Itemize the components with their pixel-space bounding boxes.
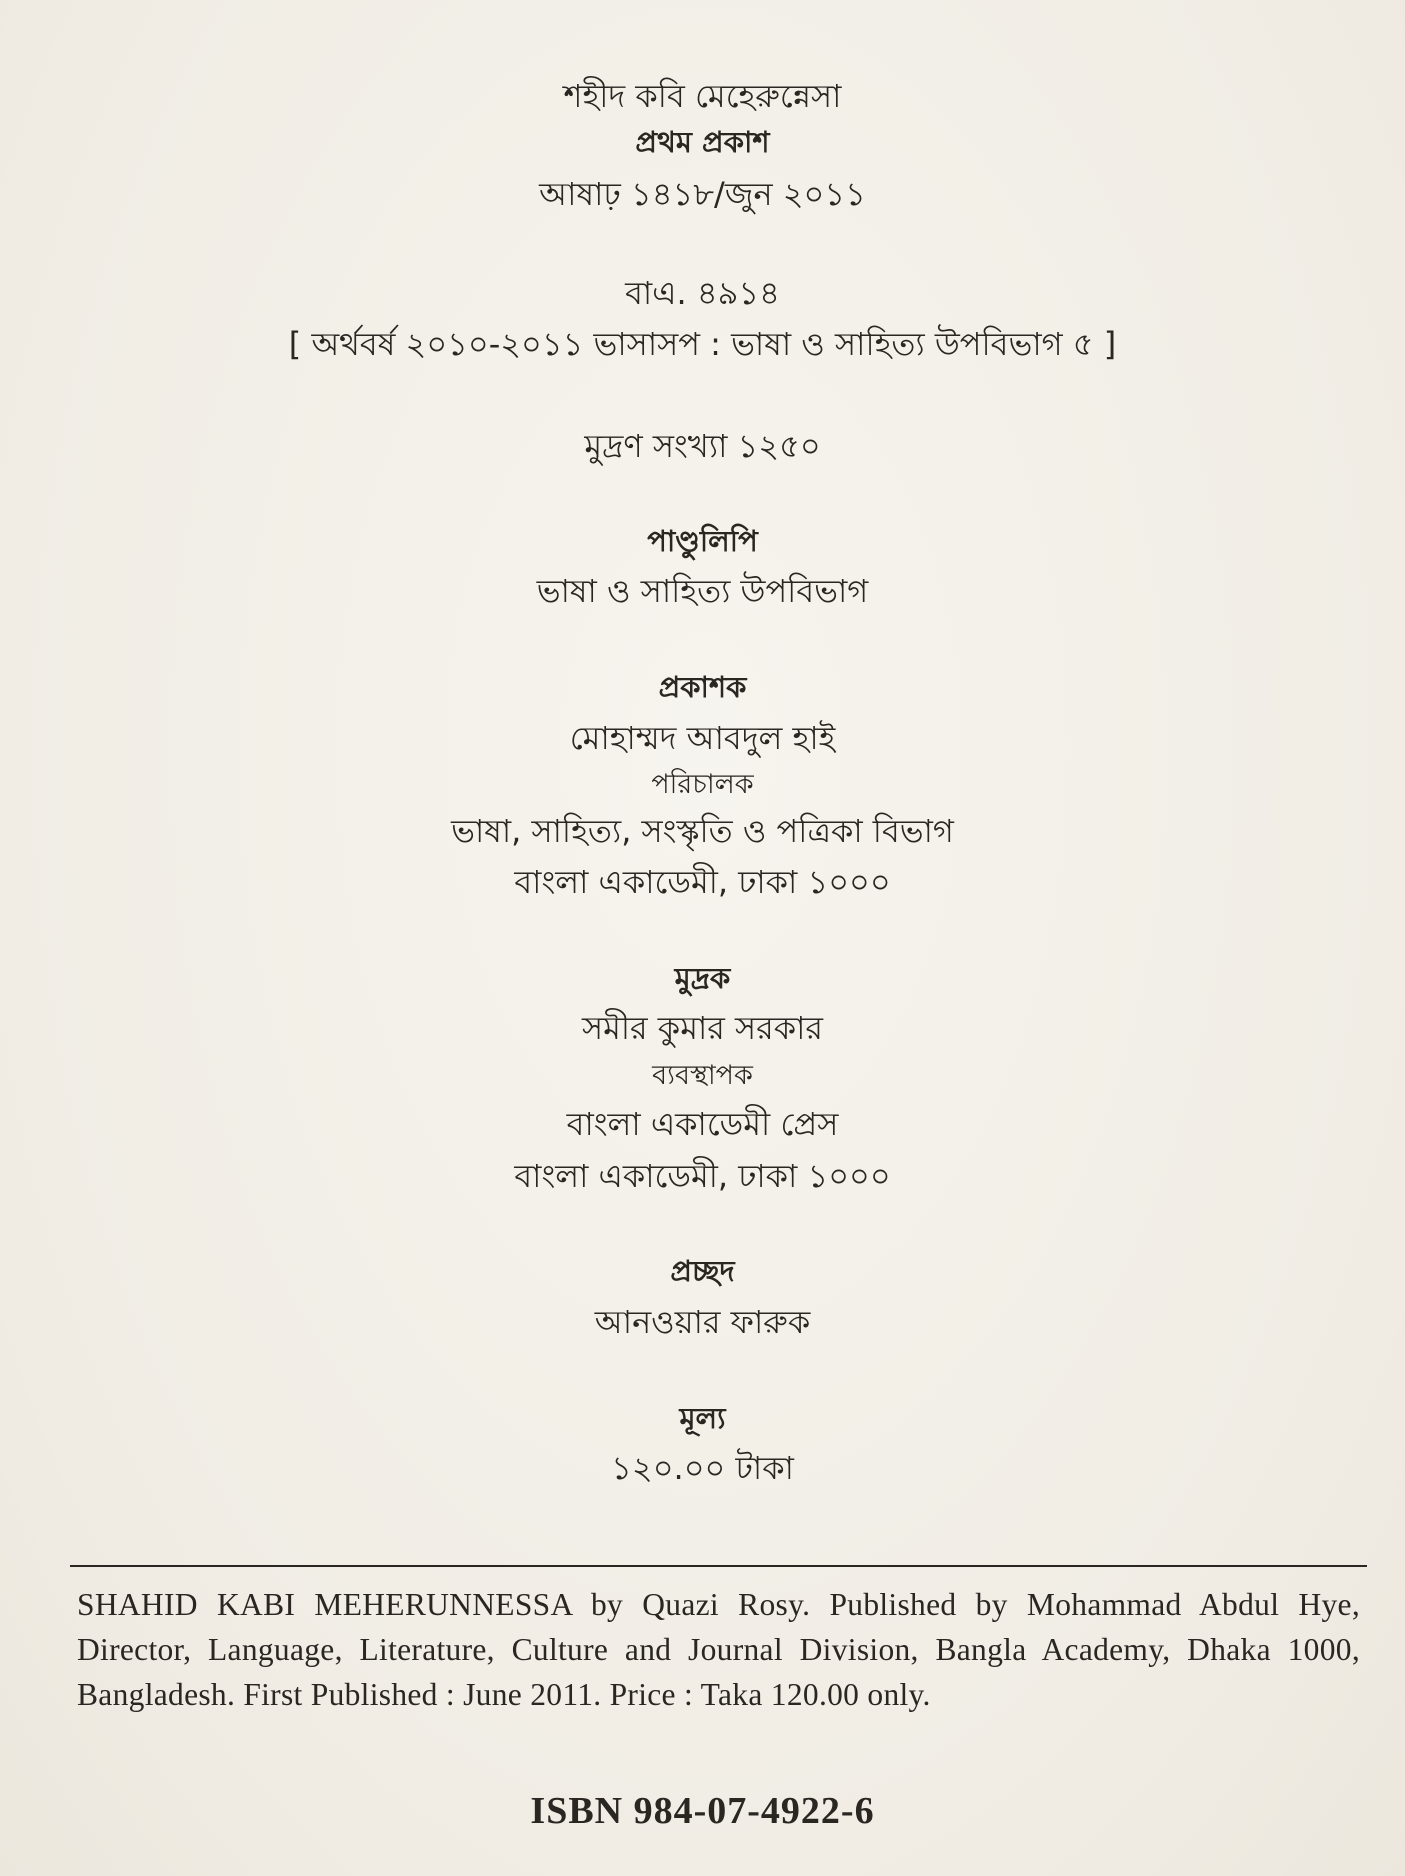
printer-name: সমীর কুমার সরকার	[581, 1009, 824, 1047]
cover-heading: প্রচ্ছদ	[670, 1254, 735, 1288]
manuscript-line: ভাষা ও সাহিত্য উপবিভাগ	[536, 572, 869, 610]
series-note: [ অর্থবর্ষ ২০১০-২০১১ ভাসাসপ : ভাষা ও সাহিত্য উপবিভাগ ৫ ]	[288, 325, 1117, 363]
printer-heading: মুদ্রক	[674, 961, 731, 995]
isbn: ISBN 984-07-4922-6	[530, 1790, 875, 1832]
cover-artist: আনওয়ার ফারুক	[594, 1303, 811, 1341]
edition-date: আষাঢ় ১৪১৮/জুন ২০১১	[539, 175, 866, 213]
price-heading: মূল্য	[679, 1401, 726, 1435]
catalog-number: বাএ. ৪৯১৪	[625, 274, 780, 312]
publisher-address: বাংলা একাডেমী, ঢাকা ১০০০	[514, 863, 891, 901]
price-value: ১২০.০০ টাকা	[611, 1449, 794, 1487]
manuscript-heading: পাণ্ডুলিপি	[647, 524, 758, 558]
publisher-division: ভাষা, সাহিত্য, সংস্কৃতি ও পত্রিকা বিভাগ	[451, 812, 954, 850]
divider-rule	[70, 1565, 1367, 1567]
printer-press: বাংলা একাডেমী প্রেস	[566, 1105, 839, 1143]
book-title: শহীদ কবি মেহেরুন্নেসা	[563, 77, 842, 115]
printer-address: বাংলা একাডেমী, ঢাকা ১০০০	[514, 1157, 891, 1195]
publisher-heading: প্রকাশক	[658, 670, 747, 704]
printer-role: ব্যবস্থাপক	[652, 1060, 753, 1091]
edition-label: প্রথম প্রকাশ	[635, 125, 770, 159]
print-run: মুদ্রণ সংখ্যা ১২৫০	[584, 427, 821, 465]
english-imprint: SHAHID KABI MEHERUNNESSA by Quazi Rosy. Published by Mohammad Abdul Hye, Director, Language, Literature, Culture and Journal Division, Bangla Academy, Dhaka 1000, Bangladesh. First Published : June 2011. Price : Taka 120.00 only.	[77, 1587, 1360, 1712]
publisher-name: মোহাম্মদ আবদুল হাই	[569, 719, 836, 757]
publisher-role: পরিচালক	[651, 769, 754, 800]
